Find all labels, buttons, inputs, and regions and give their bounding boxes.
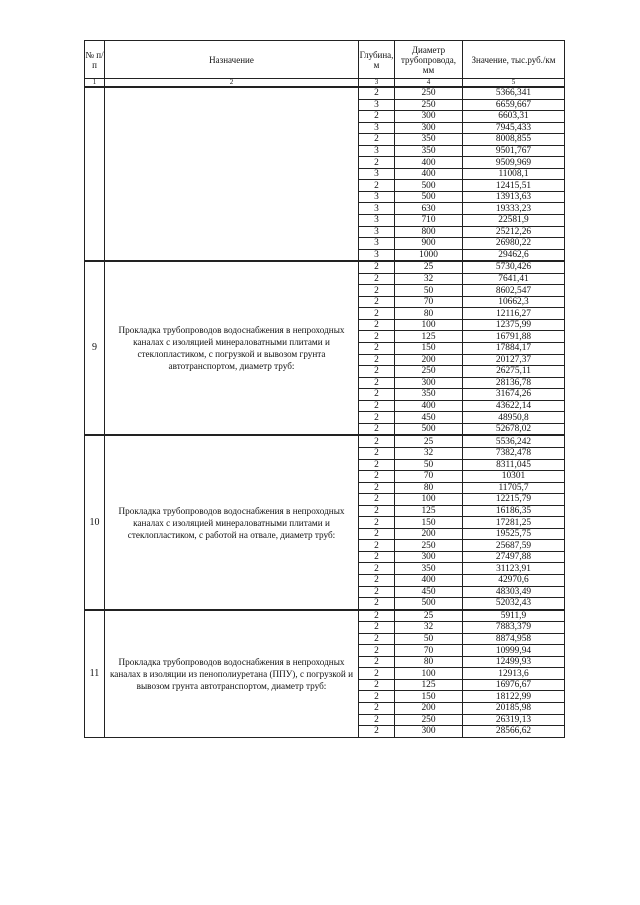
depth-cell: 3 xyxy=(359,168,395,180)
diameter-cell: 800 xyxy=(395,226,463,238)
depth-cell: 2 xyxy=(359,517,395,529)
depth-cell: 2 xyxy=(359,400,395,412)
diameter-cell: 25 xyxy=(395,435,463,447)
diameter-cell: 500 xyxy=(395,423,463,435)
depth-cell: 2 xyxy=(359,645,395,657)
value-cell: 52032,43 xyxy=(463,598,565,610)
depth-cell: 2 xyxy=(359,714,395,726)
value-cell: 28566,62 xyxy=(463,726,565,738)
item-description: Прокладка трубопроводов водоснабжения в непроходных каналах с изоляцией минераловатными плитами и стеклопластиком, с погрузкой и вывозом грунта автотранспортом, диаметр труб: xyxy=(105,261,359,435)
diameter-cell: 200 xyxy=(395,354,463,366)
column-number: 3 xyxy=(359,79,395,88)
value-cell: 27497,88 xyxy=(463,551,565,563)
diameter-cell: 32 xyxy=(395,622,463,634)
diameter-cell: 70 xyxy=(395,296,463,308)
diameter-cell: 350 xyxy=(395,134,463,146)
value-cell: 7883,379 xyxy=(463,622,565,634)
diameter-cell: 500 xyxy=(395,191,463,203)
depth-cell: 2 xyxy=(359,551,395,563)
value-cell: 10999,94 xyxy=(463,645,565,657)
depth-cell: 2 xyxy=(359,157,395,169)
diameter-cell: 250 xyxy=(395,714,463,726)
item-number: 11 xyxy=(85,610,105,738)
price-table-sheet xyxy=(84,40,564,738)
diameter-cell: 32 xyxy=(395,273,463,285)
column-number: 1 xyxy=(85,79,105,88)
depth-cell: 2 xyxy=(359,343,395,355)
table-body xyxy=(85,87,565,737)
depth-cell: 2 xyxy=(359,308,395,320)
diameter-cell: 350 xyxy=(395,145,463,157)
depth-cell: 2 xyxy=(359,691,395,703)
depth-cell: 2 xyxy=(359,563,395,575)
value-cell: 9501,767 xyxy=(463,145,565,157)
depth-cell: 2 xyxy=(359,482,395,494)
table-row xyxy=(85,87,565,99)
value-cell: 5536,242 xyxy=(463,435,565,447)
value-cell: 22581,9 xyxy=(463,215,565,227)
depth-cell: 2 xyxy=(359,668,395,680)
depth-cell: 2 xyxy=(359,180,395,192)
depth-cell: 2 xyxy=(359,87,395,99)
value-cell: 31674,26 xyxy=(463,389,565,401)
value-cell: 9509,969 xyxy=(463,157,565,169)
diameter-cell: 630 xyxy=(395,203,463,215)
depth-cell: 2 xyxy=(359,459,395,471)
diameter-cell: 25 xyxy=(395,261,463,273)
depth-cell: 2 xyxy=(359,656,395,668)
diameter-cell: 300 xyxy=(395,726,463,738)
item-description xyxy=(105,87,359,261)
value-cell: 29462,6 xyxy=(463,249,565,261)
value-cell: 5366,341 xyxy=(463,87,565,99)
depth-cell: 2 xyxy=(359,111,395,123)
depth-cell: 3 xyxy=(359,238,395,250)
table-row xyxy=(85,610,565,622)
value-cell: 20185,98 xyxy=(463,702,565,714)
value-cell: 10662,3 xyxy=(463,296,565,308)
diameter-cell: 150 xyxy=(395,517,463,529)
depth-cell: 2 xyxy=(359,598,395,610)
depth-cell: 2 xyxy=(359,319,395,331)
value-cell: 43622,14 xyxy=(463,400,565,412)
value-cell: 31123,91 xyxy=(463,563,565,575)
diameter-cell: 300 xyxy=(395,551,463,563)
column-number: 4 xyxy=(395,79,463,88)
value-cell: 48950,8 xyxy=(463,412,565,424)
depth-cell: 3 xyxy=(359,203,395,215)
value-cell: 16791,88 xyxy=(463,331,565,343)
header-purpose: Назначение xyxy=(105,41,359,79)
diameter-cell: 1000 xyxy=(395,249,463,261)
diameter-cell: 500 xyxy=(395,598,463,610)
diameter-cell: 80 xyxy=(395,308,463,320)
value-cell: 5911,9 xyxy=(463,610,565,622)
value-cell: 18122,99 xyxy=(463,691,565,703)
header-value: Значение, тыс.руб./км xyxy=(463,41,565,79)
depth-cell: 2 xyxy=(359,505,395,517)
depth-cell: 2 xyxy=(359,540,395,552)
depth-cell: 3 xyxy=(359,145,395,157)
depth-cell: 2 xyxy=(359,633,395,645)
diameter-cell: 100 xyxy=(395,494,463,506)
diameter-cell: 200 xyxy=(395,528,463,540)
value-cell: 7382,478 xyxy=(463,447,565,459)
column-number: 2 xyxy=(105,79,359,88)
value-cell: 8602,547 xyxy=(463,285,565,297)
value-cell: 52678,02 xyxy=(463,423,565,435)
diameter-cell: 250 xyxy=(395,540,463,552)
diameter-cell: 100 xyxy=(395,668,463,680)
diameter-cell: 150 xyxy=(395,343,463,355)
item-description: Прокладка трубопроводов водоснабжения в непроходных каналах в изоляции из пенополиуретана (ППУ), с погрузкой и вывозом грунта автотранспортом, диаметр труб: xyxy=(105,610,359,738)
header-depth: Глубина, м xyxy=(359,41,395,79)
diameter-cell: 25 xyxy=(395,610,463,622)
diameter-cell: 500 xyxy=(395,180,463,192)
depth-cell: 2 xyxy=(359,528,395,540)
depth-cell: 2 xyxy=(359,494,395,506)
depth-cell: 2 xyxy=(359,471,395,483)
depth-cell: 2 xyxy=(359,273,395,285)
diameter-cell: 250 xyxy=(395,87,463,99)
value-cell: 26275,11 xyxy=(463,366,565,378)
diameter-cell: 70 xyxy=(395,471,463,483)
diameter-cell: 300 xyxy=(395,111,463,123)
value-cell: 8874,958 xyxy=(463,633,565,645)
item-number: 9 xyxy=(85,261,105,435)
value-cell: 12499,93 xyxy=(463,656,565,668)
depth-cell: 2 xyxy=(359,679,395,691)
value-cell: 17884,17 xyxy=(463,343,565,355)
depth-cell: 2 xyxy=(359,622,395,634)
value-cell: 12415,51 xyxy=(463,180,565,192)
depth-cell: 2 xyxy=(359,261,395,273)
value-cell: 8311,045 xyxy=(463,459,565,471)
depth-cell: 2 xyxy=(359,296,395,308)
value-cell: 19525,75 xyxy=(463,528,565,540)
depth-cell: 3 xyxy=(359,122,395,134)
diameter-cell: 350 xyxy=(395,563,463,575)
diameter-cell: 710 xyxy=(395,215,463,227)
header-number: № п/п xyxy=(85,41,105,79)
value-cell: 25687,59 xyxy=(463,540,565,552)
depth-cell: 3 xyxy=(359,226,395,238)
table-row xyxy=(85,435,565,447)
diameter-cell: 250 xyxy=(395,366,463,378)
depth-cell: 2 xyxy=(359,331,395,343)
value-cell: 26980,22 xyxy=(463,238,565,250)
value-cell: 7641,41 xyxy=(463,273,565,285)
value-cell: 12116,27 xyxy=(463,308,565,320)
value-cell: 11705,7 xyxy=(463,482,565,494)
diameter-cell: 80 xyxy=(395,482,463,494)
depth-cell: 2 xyxy=(359,610,395,622)
diameter-cell: 300 xyxy=(395,122,463,134)
depth-cell: 2 xyxy=(359,389,395,401)
depth-cell: 2 xyxy=(359,366,395,378)
column-number-row xyxy=(85,79,565,88)
item-number: 10 xyxy=(85,435,105,609)
diameter-cell: 300 xyxy=(395,377,463,389)
diameter-cell: 900 xyxy=(395,238,463,250)
diameter-cell: 400 xyxy=(395,400,463,412)
value-cell: 20127,37 xyxy=(463,354,565,366)
diameter-cell: 150 xyxy=(395,691,463,703)
value-cell: 16976,67 xyxy=(463,679,565,691)
depth-cell: 2 xyxy=(359,354,395,366)
value-cell: 12215,79 xyxy=(463,494,565,506)
depth-cell: 3 xyxy=(359,99,395,111)
diameter-cell: 125 xyxy=(395,679,463,691)
depth-cell: 2 xyxy=(359,586,395,598)
diameter-cell: 100 xyxy=(395,319,463,331)
diameter-cell: 400 xyxy=(395,168,463,180)
value-cell: 12913,6 xyxy=(463,668,565,680)
value-cell: 10301 xyxy=(463,471,565,483)
diameter-cell: 400 xyxy=(395,574,463,586)
diameter-cell: 450 xyxy=(395,412,463,424)
item-number xyxy=(85,87,105,261)
value-cell: 26319,13 xyxy=(463,714,565,726)
depth-cell: 2 xyxy=(359,726,395,738)
diameter-cell: 125 xyxy=(395,331,463,343)
depth-cell: 2 xyxy=(359,377,395,389)
diameter-cell: 125 xyxy=(395,505,463,517)
value-cell: 19333,23 xyxy=(463,203,565,215)
value-cell: 6659,667 xyxy=(463,99,565,111)
value-cell: 7945,433 xyxy=(463,122,565,134)
table-row xyxy=(85,261,565,273)
value-cell: 8008,855 xyxy=(463,134,565,146)
value-cell: 6603,31 xyxy=(463,111,565,123)
diameter-cell: 450 xyxy=(395,586,463,598)
value-cell: 12375,99 xyxy=(463,319,565,331)
column-number: 5 xyxy=(463,79,565,88)
item-description: Прокладка трубопроводов водоснабжения в непроходных каналах с изоляцией минераловатными плитами и стеклопластиком, с работой на отвале, диаметр труб: xyxy=(105,435,359,609)
depth-cell: 2 xyxy=(359,435,395,447)
value-cell: 48303,49 xyxy=(463,586,565,598)
depth-cell: 2 xyxy=(359,412,395,424)
value-cell: 5730,426 xyxy=(463,261,565,273)
diameter-cell: 80 xyxy=(395,656,463,668)
value-cell: 25212,26 xyxy=(463,226,565,238)
depth-cell: 3 xyxy=(359,191,395,203)
diameter-cell: 50 xyxy=(395,285,463,297)
diameter-cell: 400 xyxy=(395,157,463,169)
diameter-cell: 50 xyxy=(395,633,463,645)
depth-cell: 2 xyxy=(359,447,395,459)
header-row xyxy=(85,41,565,79)
depth-cell: 2 xyxy=(359,574,395,586)
value-cell: 16186,35 xyxy=(463,505,565,517)
header-diameter: Диаметр трубопровода, мм xyxy=(395,41,463,79)
pipeline-price-table xyxy=(84,40,565,738)
value-cell: 11008,1 xyxy=(463,168,565,180)
value-cell: 42970,6 xyxy=(463,574,565,586)
depth-cell: 3 xyxy=(359,215,395,227)
diameter-cell: 250 xyxy=(395,99,463,111)
depth-cell: 2 xyxy=(359,423,395,435)
depth-cell: 2 xyxy=(359,702,395,714)
diameter-cell: 70 xyxy=(395,645,463,657)
diameter-cell: 32 xyxy=(395,447,463,459)
value-cell: 17281,25 xyxy=(463,517,565,529)
diameter-cell: 200 xyxy=(395,702,463,714)
depth-cell: 2 xyxy=(359,285,395,297)
value-cell: 13913,63 xyxy=(463,191,565,203)
diameter-cell: 350 xyxy=(395,389,463,401)
diameter-cell: 50 xyxy=(395,459,463,471)
value-cell: 28136,78 xyxy=(463,377,565,389)
depth-cell: 3 xyxy=(359,249,395,261)
depth-cell: 2 xyxy=(359,134,395,146)
